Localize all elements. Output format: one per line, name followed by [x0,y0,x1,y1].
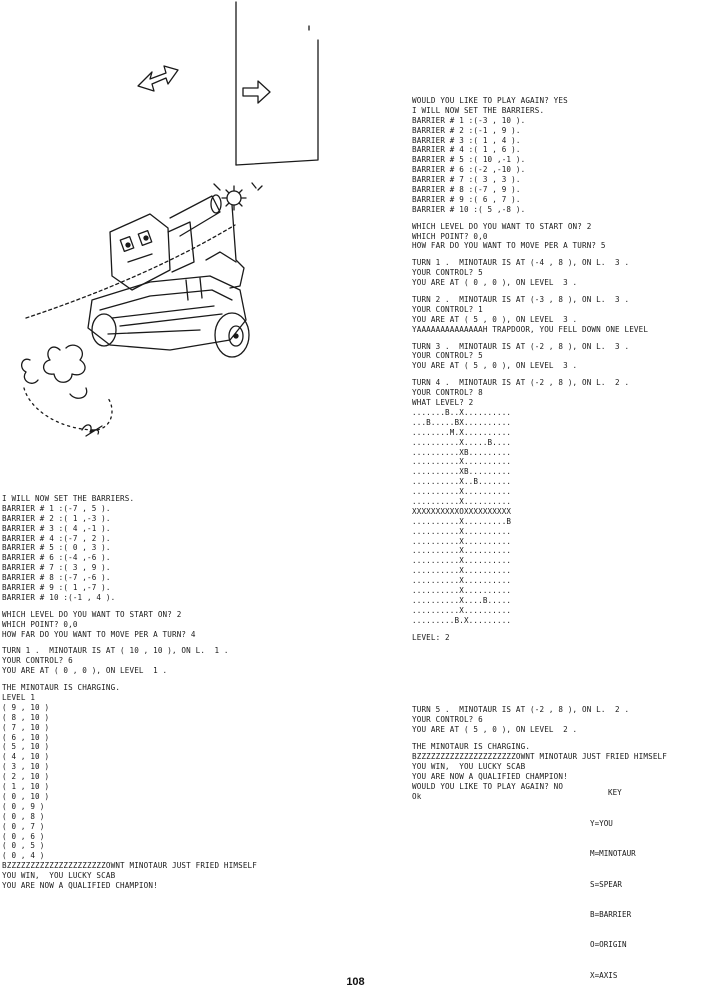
blank-line [412,626,667,633]
map-key-entry: S=SPEAR [590,879,623,889]
listing-line: ( 1 , 10 ) [2,782,50,792]
spiked-ball-icon [222,186,246,210]
listing-line: BARRIER # 1 :(-3 , 10 ). [412,115,526,125]
listing-line: YOU WIN, YOU LUCKY SCAB [2,871,116,881]
double-arrow-icon [138,66,178,91]
listing-line: ( 0 , 4 ) [2,851,45,861]
listing-line: ..........X.......... [412,585,512,595]
blank-line [412,698,667,705]
listing-line: BZZZZZZZZZZZZZZZZZZZZZOWNT MINOTAUR JUST FRIED HIMSELF [2,861,257,871]
listing-line: YOU ARE NOW A QUALIFIED CHAMPION! [2,880,158,890]
listing-line: ..........X....B..... [412,595,512,605]
listing-line: BARRIER # 7 :( 3 , 3 ). [412,175,521,185]
map-key-entry: Y=YOU [590,819,613,829]
listing-line: ( 0 , 10 ) [2,791,50,801]
listing-line: ..........XB......... [412,467,512,477]
blank-line [412,371,667,378]
listing-line: ( 2 , 10 ) [2,772,50,782]
listing-line: TURN 5 . MINOTAUR IS AT (-2 , 8 ), ON L. 2 . [412,705,630,715]
listing-line: WHICH POINT? 0,0 [2,619,78,629]
listing-line: ( 0 , 5 ) [2,841,45,851]
listing-line: BARRIER # 10 :( 5 ,-8 ). [412,204,526,214]
listing-line: YOUR CONTROL? 6 [412,715,483,725]
wheel [215,313,249,357]
listing-line: HOW FAR DO YOU WANT TO MOVE PER A TURN? 5 [412,241,606,251]
cannon-barrel [170,196,220,236]
map-key-entry: X=AXIS [590,970,618,980]
listing-line: ........M.X.......... [412,427,512,437]
listing-line: .........B.X......... [412,615,512,625]
listing-line: ..........X.......... [412,536,512,546]
listing-line: ( 0 , 7 ) [2,821,45,831]
listing-line: WHAT LEVEL? 2 [412,398,474,408]
listing-line: YOU ARE AT ( 5 , 0 ), ON LEVEL 3 . [412,361,578,371]
blank-line [2,639,257,646]
map-key-entry: O=ORIGIN [590,940,627,950]
listing-line: BARRIER # 1 :(-7 , 5 ). [2,503,111,513]
listing-line: YOU ARE AT ( 5 , 0 ), ON LEVEL 2 . [412,725,578,735]
blank-line [412,215,667,222]
listing-line: ..........X.......... [412,457,512,467]
map-key-title: KEY [608,788,622,798]
blank-line [412,691,667,698]
listing-line: ( 6 , 10 ) [2,732,50,742]
listing-line: YOUR CONTROL? 1 [412,304,483,314]
map-key-entry: B=BARRIER [590,909,632,919]
robot-vehicle-illustration [0,0,360,450]
listing-line: YOUR CONTROL? 5 [412,268,483,278]
listing-line: BARRIER # 3 :( 1 , 4 ). [412,135,521,145]
listing-line: ( 7 , 10 ) [2,722,50,732]
listing-line: BARRIER # 8 :(-7 , 9 ). [412,185,521,195]
listing-line: ( 5 , 10 ) [2,742,50,752]
listing-line: ..........X.......... [412,605,512,615]
right-arrow-icon [243,81,270,103]
listing-line: YOUR CONTROL? 8 [412,388,483,398]
listing-line: ( 0 , 6 ) [2,831,45,841]
listing-line: ..........X.......... [412,487,512,497]
listing-line: TURN 3 . MINOTAUR IS AT (-2 , 8 ), ON L. 3 . [412,341,630,351]
robot-head [110,214,170,290]
blank-line [412,735,667,742]
right-program-listing [412,96,667,801]
listing-line: TURN 1 . MINOTAUR IS AT ( 10 , 10 ), ON L. 1 . [2,646,229,656]
corridor-wall [236,40,318,165]
listing-line: YAAAAAAAAAAAAAAH TRAPDOOR, YOU FELL DOWN ONE LEVEL [412,324,649,334]
listing-line: ( 9 , 10 ) [2,702,50,712]
listing-line: TURN 2 . MINOTAUR IS AT (-3 , 8 ), ON L. 3 . [412,295,630,305]
blank-line [412,677,667,684]
listing-line: LEVEL: 2 [412,632,450,642]
listing-line: BARRIER # 2 :(-1 , 9 ). [412,125,521,135]
listing-line: YOU ARE NOW A QUALIFIED CHAMPION! [412,771,568,781]
listing-line: BARRIER # 7 :( 3 , 9 ). [2,563,111,573]
map-key-entry: M=MINOTAUR [590,849,636,859]
blank-line [412,670,667,677]
listing-line: YOU WIN, YOU LUCKY SCAB [412,761,526,771]
listing-line: TURN 1 . MINOTAUR IS AT (-4 , 8 ), ON L. 3 . [412,258,630,268]
spear-pole [232,205,236,260]
left-program-listing [2,494,257,891]
listing-line: ..........X.......... [412,496,512,506]
wheel [92,314,116,346]
listing-line: ...B.....BX.......... [412,417,512,427]
listing-line: I WILL NOW SET THE BARRIERS. [412,105,545,115]
listing-line: THE MINOTAUR IS CHARGING. [412,742,531,752]
listing-line: Ok [412,791,422,801]
listing-line: I WILL NOW SET THE BARRIERS. [2,494,135,503]
listing-line: BARRIER # 9 :( 6 , 7 ). [412,194,521,204]
blank-line [2,603,257,610]
listing-line: ..........XB......... [412,447,512,457]
listing-line: BARRIER # 5 :( 0 , 3 ). [2,543,111,553]
listing-line: WOULD YOU LIKE TO PLAY AGAIN? YES [412,96,568,105]
blank-line [412,684,667,691]
listing-line: BARRIER # 2 :( 1 ,-3 ). [2,513,111,523]
listing-line: ..........X.......... [412,526,512,536]
blank-line [412,335,667,342]
listing-line: YOUR CONTROL? 6 [2,656,73,666]
listing-line: THE MINOTAUR IS CHARGING. [2,683,121,693]
listing-line: YOU ARE AT ( 0 , 0 ), ON LEVEL 1 . [2,666,168,676]
blank-line [412,663,667,670]
listing-line: ..........X.......... [412,576,512,586]
listing-line: YOUR CONTROL? 5 [412,351,483,361]
listing-line: HOW FAR DO YOU WANT TO MOVE PER A TURN? 4 [2,629,196,639]
listing-line: YOU ARE AT ( 0 , 0 ), ON LEVEL 3 . [412,278,578,288]
listing-line: .......B..X.......... [412,407,512,417]
listing-line: BARRIER # 10 :(-1 , 4 ). [2,592,116,602]
listing-line: BARRIER # 6 :(-4 ,-6 ). [2,553,111,563]
listing-line: WOULD YOU LIKE TO PLAY AGAIN? NO [412,781,564,791]
blank-line [412,288,667,295]
listing-line: BARRIER # 4 :( 1 , 6 ). [412,145,521,155]
listing-line: ( 3 , 10 ) [2,762,50,772]
listing-line: ( 4 , 10 ) [2,752,50,762]
vehicle-body [88,276,246,350]
listing-line: BARRIER # 8 :(-7 ,-6 ). [2,573,111,583]
map-key [590,768,636,991]
listing-line: WHICH POINT? 0,0 [412,231,488,241]
listing-line: BARRIER # 5 :( 10 ,-1 ). [412,155,526,165]
listing-line: BARRIER # 4 :(-7 , 2 ). [2,533,111,543]
listing-line: TURN 4 . MINOTAUR IS AT (-2 , 8 ), ON L. 2 . [412,378,630,388]
artist-signature [82,425,102,436]
page-number: 108 [346,976,365,988]
listing-line: BZZZZZZZZZZZZZZZZZZZZZOWNT MINOTAUR JUST FRIED HIMSELF [412,751,667,761]
listing-line: ..........X.......... [412,556,512,566]
listing-line: ..........X..B....... [412,477,512,487]
listing-line: LEVEL 1 [2,693,36,703]
blank-line [412,251,667,258]
listing-line: ( 0 , 9 ) [2,801,45,811]
dust-cloud [22,345,87,398]
blank-line [412,642,667,649]
listing-line: BARRIER # 9 :( 1 ,-7 ). [2,583,111,593]
blank-line [412,649,667,656]
blank-line [412,656,667,663]
listing-line: BARRIER # 6 :(-2 ,-10 ). [412,165,526,175]
listing-line: ..........X.........B [412,516,512,526]
listing-line: ( 8 , 10 ) [2,712,50,722]
listing-line: ..........X.....B.... [412,437,512,447]
listing-line: ..........X.......... [412,566,512,576]
blank-line [2,676,257,683]
listing-line: BARRIER # 3 :( 4 ,-1 ). [2,523,111,533]
listing-line: WHICH LEVEL DO YOU WANT TO START ON? 2 [2,609,182,619]
listing-line: ( 0 , 8 ) [2,811,45,821]
motion-arc [24,388,112,430]
listing-line: YOU ARE AT ( 5 , 0 ), ON LEVEL 3 . [412,314,578,324]
listing-line: ..........X.......... [412,546,512,556]
listing-line: WHICH LEVEL DO YOU WANT TO START ON? 2 [412,221,592,231]
listing-line: XXXXXXXXXXOXXXXXXXXXX [412,506,512,516]
